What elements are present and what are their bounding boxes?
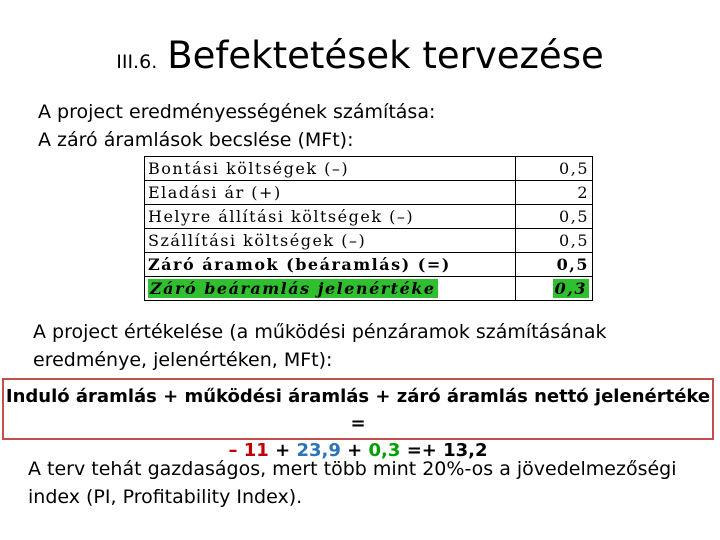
formula-box	[2, 378, 714, 461]
row-label: Szállítási költségek (–)	[145, 229, 516, 253]
row-value	[516, 277, 593, 301]
highlighted-label: Záró beáramlás jelenértéke	[150, 279, 436, 298]
row-value: 0,5	[516, 157, 593, 181]
conclusion-line-2: index (PI, Profitability Index).	[28, 486, 303, 508]
title-text: Befektetések tervezése	[167, 34, 604, 77]
evaluation-line-2: eredménye, jelenértéken, MFt):	[33, 349, 333, 371]
row-value: 0,5	[516, 229, 593, 253]
closing-flows-table	[144, 156, 593, 301]
page-title	[0, 34, 720, 77]
row-value: 0,5	[516, 253, 593, 277]
evaluation-text	[33, 318, 693, 374]
closing-flow-value: 0,3	[368, 440, 401, 461]
intro-line-1: A project eredményességének számítása:	[38, 101, 436, 123]
conclusion-text	[28, 455, 708, 511]
row-label: Helyre állítási költségek (–)	[145, 205, 516, 229]
plus-sign: +	[275, 440, 291, 461]
evaluation-line-1: A project értékelése (a működési pénzáramok számításának	[33, 321, 607, 343]
row-label	[145, 277, 516, 301]
row-label: Eladási ár (+)	[145, 181, 516, 205]
conclusion-line-1: A terv tehát gazdaságos, mert több mint 20%-os a jövedelmezőségi	[28, 458, 677, 480]
plus-sign: +	[347, 440, 363, 461]
highlighted-value: 0,3	[554, 279, 587, 298]
table-row-present-value	[145, 277, 593, 301]
row-label: Bontási költségek (–)	[145, 157, 516, 181]
table-row	[145, 181, 593, 205]
row-label: Záró áramok (beáramlás) (=)	[145, 253, 516, 277]
intro-line-2: A záró áramlások becslése (MFt):	[38, 129, 354, 151]
table-row	[145, 157, 593, 181]
initial-flow-value: – 11	[228, 440, 269, 461]
table-row	[145, 205, 593, 229]
operating-flow-value: 23,9	[296, 440, 341, 461]
row-value: 0,5	[516, 205, 593, 229]
section-number: III.6.	[116, 51, 158, 73]
row-value: 2	[516, 181, 593, 205]
table-row	[145, 229, 593, 253]
intro-text	[38, 98, 435, 154]
result-value: =+ 13,2	[406, 440, 488, 461]
formula-text: Induló áramlás + működési áramlás + záró áramlás nettó jelenértéke =	[5, 386, 711, 434]
table-row-total	[145, 253, 593, 277]
